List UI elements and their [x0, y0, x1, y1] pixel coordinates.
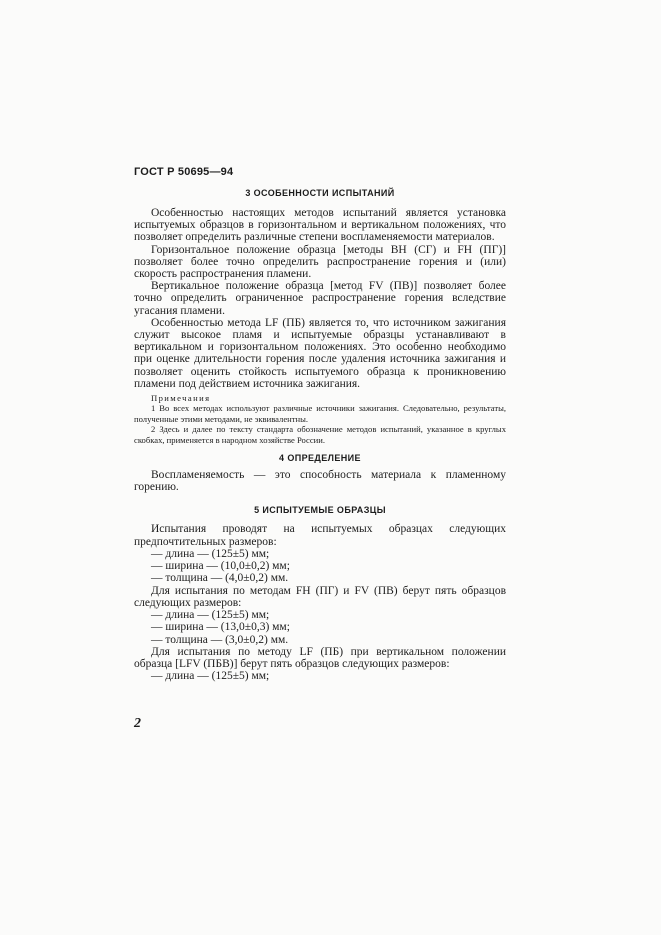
list-item: — ширина — (13,0±0,3) мм;	[151, 621, 290, 634]
page-number: 2	[134, 716, 141, 731]
section-5-title: 5 ИСПЫТУЕМЫЕ ОБРАЗЦЫ	[254, 505, 386, 516]
section-3-title: 3 ОСОБЕННОСТИ ИСПЫТАНИЙ	[245, 188, 395, 198]
section-5-paragraph-2: Для испытания по методам FH (ПГ) и FV (ПВ) берут пять образцов следующих размеров:	[134, 584, 506, 609]
section-3-paragraph-1: Особенностью настоящих методов испытаний является установка испытуемых образцов в горизонтальном и вертикальном положениях, что позволяет определить различные степени воспламеняемости материалов.	[134, 207, 506, 244]
section-3-paragraph-2: Горизонтальное положение образца [методы ВН (СГ) и FH (ПГ)] позволяет более точно определить распространение горения и (или) скорость распространения пламени.	[134, 243, 506, 281]
list-item: — длина — (125±5) мм;	[151, 609, 270, 622]
list-item: — ширина — (10,0±0,2) мм;	[151, 560, 290, 573]
list-item: — толщина — (4,0±0,2) мм.	[151, 572, 289, 585]
notes-title: Примечания	[151, 393, 211, 404]
page-content	[134, 188, 506, 683]
list-item: — длина — (125±5) мм;	[151, 670, 270, 683]
section-5-paragraph-3: Для испытания по методу LF (ПБ) при вертикальном положении образца [LFV (ПБВ)] берут пять образцов следующих размеров:	[134, 646, 506, 671]
list-item: — длина — (125±5) мм;	[151, 547, 270, 560]
section-4-title: 4 ОПРЕДЕЛЕНИЕ	[279, 453, 361, 464]
section-5-paragraph-1: Испытания проводят на испытуемых образцах следующих предпочтительных размеров:	[134, 523, 506, 548]
note-2: 2 Здесь и далее по тексту стандарта обозначение методов испытаний, указанное в круглых скобках, применяется в народном хозяйстве России.	[134, 424, 506, 445]
section-3-paragraph-3: Вертикальное положение образца [метод FV (ПВ)] позволяет более точно определить ограниченное распространение горения вследствие угасания пламени.	[134, 280, 506, 317]
section-4-paragraph-1: Воспламеняемость — это способность материала к пламенному горению.	[134, 469, 506, 494]
list-item: — толщина — (3,0±0,2) мм.	[151, 633, 289, 646]
document-header: ГОСТ Р 50695—94	[134, 166, 234, 178]
note-1: 1 Во всех методах используют различные источники зажигания. Следовательно, результаты, полученные этими методами, не эквивалентны.	[134, 403, 506, 424]
section-3-paragraph-4: Особенностью метода LF (ПБ) является то, что источником зажигания служит высокое пламя и испытуемые образцы устанавливают в вертикальном и горизонтальном положениях. Это особенно необходимо при оценке длительности горения после удаления источника зажигания и позволяет оценить стойкость испытуемого образца к проникновению пламени под действием источника зажигания.	[134, 316, 506, 390]
